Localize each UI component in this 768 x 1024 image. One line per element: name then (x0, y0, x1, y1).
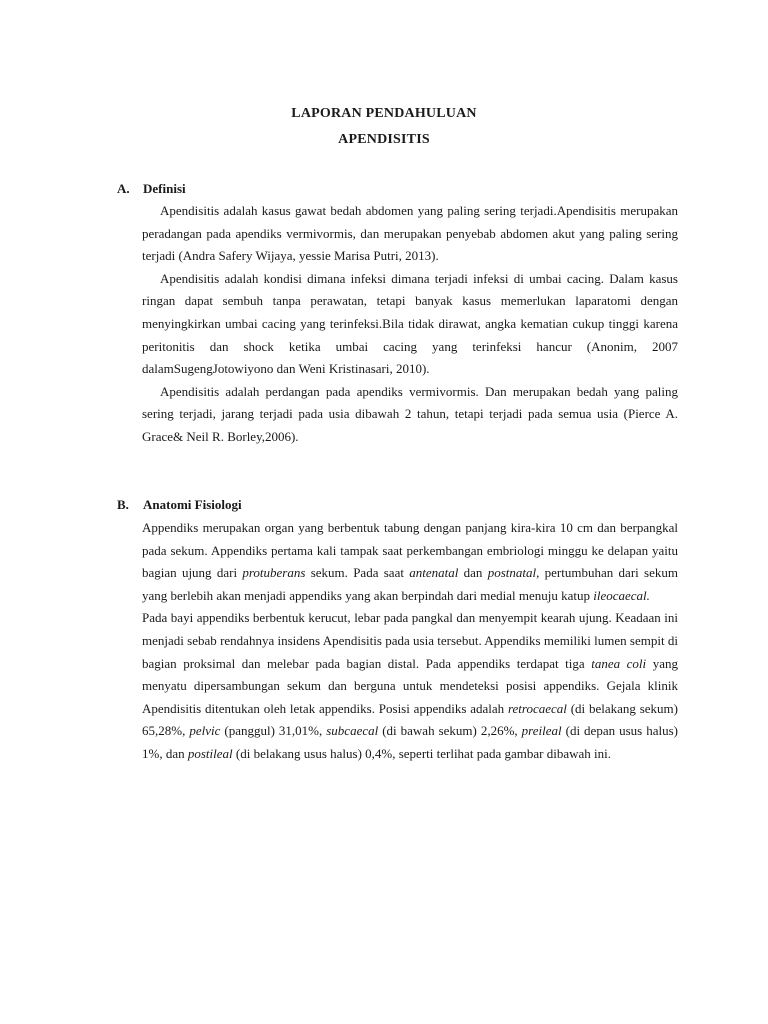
italic-term: postileal (187, 745, 233, 761)
italic-term: pelvic (189, 723, 221, 739)
section-title: Anatomi Fisiologi (143, 497, 242, 512)
paragraph (142, 607, 678, 765)
italic-term: antenatal (409, 565, 459, 581)
italic-term: protuberans (242, 565, 306, 581)
section-number: A. (117, 181, 130, 196)
paragraph: Apendisitis adalah perdangan pada apendiks vermivormis. Dan merupakan bedah yang paling sering terjadi, jarang terjadi pada usia dibawah 2 tahun, tetapi terjadi pada semua usia (Pierce A. Grace& Neil R. Borley,2006). (142, 383, 678, 444)
section-heading-anatomi (117, 497, 242, 513)
document-title: LAPORAN PENDAHULUAN (291, 106, 477, 121)
text-run: dan (458, 565, 488, 581)
text-run: sekum. Pada saat (305, 565, 410, 581)
section-body-anatomi (142, 517, 678, 766)
paragraph (142, 517, 678, 607)
text-run: Appendiks merupakan organ yang berbentuk tabung dengan panjang kira-kira 10 cm dan berpangkal pada sekum. Appendiks pertama kali tampak saat perkembangan embriologi minggu ke delapan yaitu bagian ujung dari (142, 520, 678, 581)
text-run: (di belakang sekum) 65,28%, (142, 700, 678, 739)
document-subtitle: APENDISITIS (338, 132, 430, 147)
italic-term: retrocaecal (507, 700, 567, 716)
text-run: (di belakang usus halus) 0,4%, seperti terlihat pada gambar dibawah ini. (232, 745, 611, 761)
paragraph: Apendisitis adalah kasus gawat bedah abdomen yang paling sering terjadi.Apendisitis merupakan peradangan pada apendiks vermivormis, dan merupakan penyebab abdomen akut yang paling sering terjadi (Andra Safery Wijaya, yessie Marisa Putri, 2013). (142, 203, 678, 264)
section-body-definisi (142, 200, 678, 449)
italic-term: postnatal (487, 565, 537, 581)
section-heading-definisi (117, 181, 186, 197)
text-run: (di bawah sekum) 2,26%, (378, 723, 522, 739)
paragraph: Apendisitis adalah kondisi dimana infeksi dimana terjadi infeksi di umbai cacing. Dalam kasus ringan dapat sembuh tanpa perawatan, tetapi banyak kasus memerlukan laparatomi dengan menyingkirkan umbai cacing yang terinfeksi.Bila tidak dirawat, angka kematian cukup tinggi karena peritonitis dan shock ketika umbai cacing yang terinfeksi hancur (Anonim, 2007 dalamSugengJotowiyono dan Weni Kristinasari, 2010). (142, 270, 678, 377)
text-run: (panggul) 31,01%, (220, 723, 327, 739)
italic-term: tanea coli (591, 655, 647, 671)
text-run: Pada bayi appendiks berbentuk kerucut, lebar pada pangkal dan menyempit kearah ujung. Keadaan ini menjadi sebab rendahnya insidens Apendisitis pada usia tersebut. Appendiks memiliki lumen sempit di bagian proksimal dan melebar pada bagian distal. Pada appendiks terdapat tiga (142, 610, 678, 671)
text-run: (di depan usus halus) 1%, dan (142, 723, 678, 761)
text-run: yang menyatu dipersambungan sekum dan berguna untuk mendeteksi posisi appendiks. Gejala klinik Apendisitis ditentukan oleh letak appendiks. Posisi appendiks adalah (142, 655, 678, 716)
section-title: Definisi (143, 181, 186, 196)
text-run: , pertumbuhan dari sekum yang berlebih akan menjadi appendiks yang akan berpindah dari medial menuju katup (142, 565, 678, 603)
italic-term: preileal (521, 723, 562, 739)
section-number: B. (117, 497, 129, 512)
italic-term: subcaecal (326, 723, 379, 739)
italic-term: ileocaecal. (593, 587, 650, 603)
